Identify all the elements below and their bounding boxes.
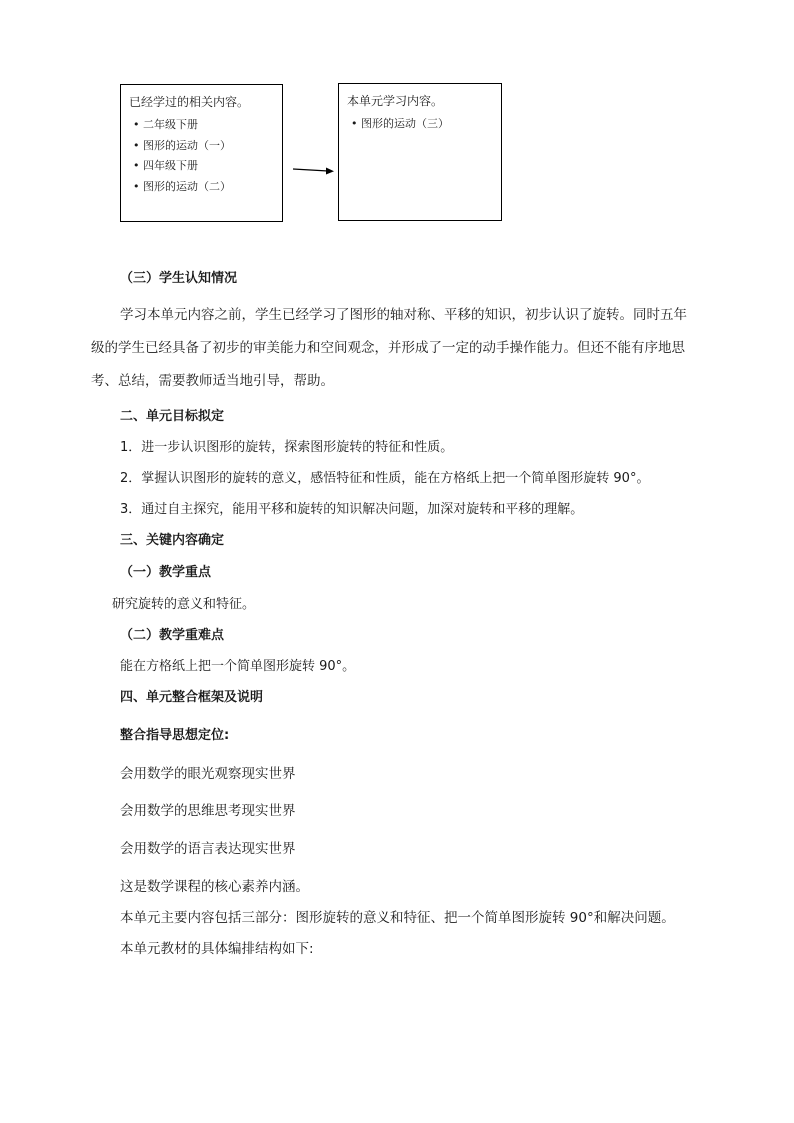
teaching-difficulty-text: 能在方格纸上把一个简单图形旋转 90°。 [120, 659, 356, 674]
list-item: • 图形的运动（三） [351, 114, 449, 135]
bullet-icon: • [133, 118, 140, 131]
goal-item: 1．进一步认识图形的旋转，探索图形旋转的特征和性质。 [120, 440, 454, 455]
list-item: • 四年级下册 [133, 156, 231, 177]
teaching-focus-heading: （一）教学重点 [120, 565, 212, 580]
core-literacy-line: 这是数学课程的核心素养内涵。 [120, 879, 309, 895]
guide-line: 会用数学的思维思考现实世界 [120, 803, 296, 819]
unit-content-box [338, 83, 502, 221]
unit-content-title: 本单元学习内容。 [347, 94, 444, 108]
list-item: • 图形的运动（二） [133, 177, 231, 198]
guide-heading: 整合指导思想定位: [120, 728, 230, 743]
bullet-icon: • [351, 117, 358, 130]
key-content-heading: 三、关键内容确定 [120, 533, 225, 548]
guide-line: 会用数学的眼光观察现实世界 [120, 766, 296, 782]
bullet-icon: • [133, 138, 140, 152]
guide-line: 会用数学的语言表达现实世界 [120, 841, 296, 857]
prior-content-list [133, 115, 231, 198]
cognition-paragraph-line: 学习本单元内容之前，学生已经学习了图形的轴对称、平移的知识，初步认识了旋转。同时五年 [120, 307, 687, 323]
goal-item: 2．掌握认识图形的旋转的意义，感悟特征和性质，能在方格纸上把一个简单图形旋转 90°。 [120, 471, 650, 486]
framework-heading: 四、单元整合框架及说明 [120, 690, 264, 705]
cognition-paragraph-line: 级的学生已经具备了初步的审美能力和空间观念，并形成了一定的动手操作能力。但还不能有序地思 [91, 340, 685, 356]
cognition-heading: （三）学生认知情况 [120, 271, 238, 286]
cognition-paragraph-line: 考、总结，需要教师适当地引导，帮助。 [91, 373, 334, 389]
bullet-icon: • [133, 159, 140, 173]
prior-content-title: 已经学过的相关内容。 [129, 95, 250, 109]
list-item: • 二年级下册 [133, 115, 231, 136]
goals-heading: 二、单元目标拟定 [120, 409, 225, 424]
unit-content-line: 本单元主要内容包括三部分：图形旋转的意义和特征、把一个简单图形旋转 90°和解决问题。 [120, 910, 675, 926]
structure-line: 本单元教材的具体编排结构如下: [120, 941, 314, 957]
goal-item: 3．通过自主探究，能用平移和旋转的知识解决问题，加深对旋转和平移的理解。 [120, 502, 584, 517]
list-item: • 图形的运动（一） [133, 136, 231, 157]
bullet-icon: • [133, 180, 140, 194]
teaching-focus-text: 研究旋转的意义和特征。 [112, 597, 256, 612]
unit-content-list [351, 114, 449, 135]
arrow-right-icon [293, 164, 335, 176]
prior-content-box [120, 84, 283, 222]
teaching-difficulty-heading: （二）教学重难点 [120, 628, 225, 643]
